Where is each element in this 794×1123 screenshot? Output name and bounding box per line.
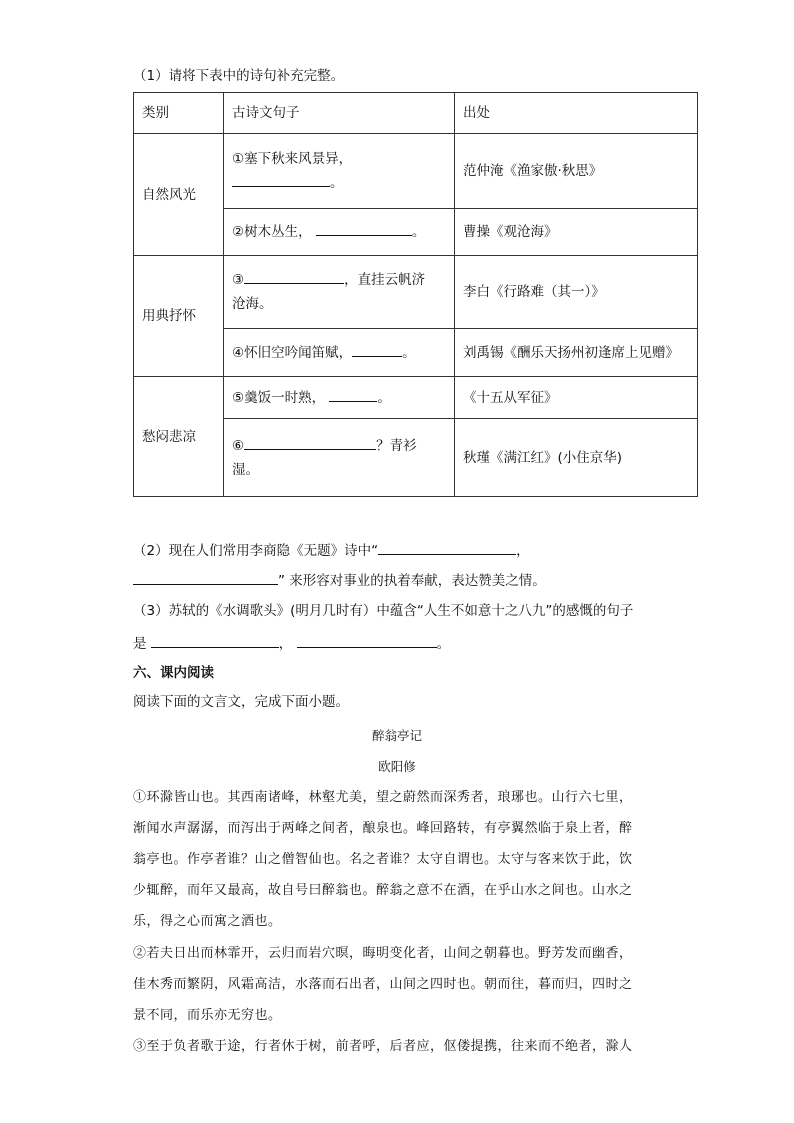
- question-text: ，: [516, 543, 530, 559]
- source-cell: 曹操《观沧海》: [455, 209, 698, 256]
- sentence-text: ④怀旧空吟闻笛赋，: [232, 344, 353, 361]
- article-line: 乐，得之心而寓之酒也。: [133, 914, 282, 929]
- source-cell: 刘禹锡《酬乐天扬州初逢席上见赠》: [455, 329, 698, 377]
- sentence-text: 湿。: [232, 461, 259, 478]
- answer-blank[interactable]: [133, 570, 278, 585]
- question-text: 。: [436, 636, 451, 652]
- table-row: [134, 377, 698, 419]
- question-1-label: （1）请将下表中的诗句补充完整。: [133, 68, 345, 84]
- answer-blank[interactable]: [316, 221, 412, 236]
- sentence-cell: [224, 256, 455, 329]
- source-cell: 范仲淹《渔家傲·秋思》: [455, 134, 698, 209]
- sentence-text: ，直挂云帆济: [344, 272, 426, 288]
- answer-blank[interactable]: [378, 540, 516, 555]
- article-line: 佳木秀而繁阴，风霜高洁，水落而石出者，山间之四时也。朝而往，暮而归，四时之: [133, 977, 633, 992]
- article-line: 渐闻水声潺潺，而泻出于两峰之间者，酿泉也。峰回路转，有亭翼然临于泉上者，醉: [133, 821, 633, 836]
- header-sentence: 古诗文句子: [224, 93, 455, 134]
- answer-blank[interactable]: [232, 172, 330, 187]
- article-line: ①环滁皆山也。其西南诸峰，林壑尤美，望之蔚然而深秀者，琅琊也。山行六七里，: [133, 790, 633, 805]
- sentence-text: ③: [232, 272, 245, 288]
- header-source: 出处: [455, 93, 698, 134]
- article-author: 欧阳修: [378, 759, 416, 774]
- source-cell: 李白《行路难（其一）》: [455, 256, 698, 329]
- poem-table: [133, 92, 698, 497]
- table-header-row: [134, 93, 698, 134]
- section-6-instruction: 阅读下面的文言文，完成下面小题。: [133, 694, 349, 710]
- sentence-text: 。: [377, 389, 391, 406]
- article-line: 景不同，而乐亦无穷也。: [133, 1008, 282, 1023]
- sentence-text: 。: [402, 344, 416, 361]
- answer-blank[interactable]: [297, 633, 437, 648]
- sentence-text: ①塞下秋来风景异，: [232, 151, 353, 167]
- category-cell: 用典抒怀: [134, 256, 224, 377]
- question-2-line-1: [133, 540, 530, 560]
- answer-blank[interactable]: [244, 269, 344, 284]
- sentence-cell: [224, 377, 455, 419]
- sentence-text: 沧海。: [232, 296, 273, 312]
- question-text: （2）现在人们常用李商隐《无题》诗中“: [133, 543, 379, 559]
- sentence-text: ⑥: [232, 437, 245, 454]
- source-cell: 秋瑾《满江红》(小住京华): [455, 419, 698, 497]
- sentence-cell: [224, 329, 455, 377]
- section-6-title: 六、课内阅读: [133, 665, 214, 681]
- answer-blank[interactable]: [151, 633, 279, 648]
- article-title: 醉翁亭记: [371, 728, 422, 743]
- answer-blank[interactable]: [329, 387, 377, 402]
- question-text: ” 来形容对事业的执着奉献，表达赞美之情。: [278, 573, 546, 589]
- sentence-cell: [224, 419, 455, 497]
- answer-blank[interactable]: [352, 342, 402, 357]
- sentence-text: ⑤羹饭一时熟，: [232, 389, 326, 406]
- sentence-text: 。: [330, 175, 344, 191]
- category-cell: 自然风光: [134, 134, 224, 256]
- sentence-cell: [224, 209, 455, 256]
- sentence-text: 。: [411, 224, 426, 240]
- answer-blank[interactable]: [244, 435, 376, 450]
- table-row: [134, 256, 698, 329]
- article-line: ②若夫日出而林霏开，云归而岩穴暝，晦明变化者，山间之朝暮也。野芳发而幽香，: [133, 946, 633, 961]
- sentence-text: ？青衫: [376, 437, 417, 454]
- category-cell: 愁闷悲凉: [134, 377, 224, 497]
- article-line: ③至于负者歌于途，行者休于树，前者呼，后者应，伛偻提携，往来而不绝者，滁人: [133, 1039, 633, 1054]
- sentence-text: ②树木丛生，: [232, 224, 312, 240]
- table-row: [134, 134, 698, 209]
- header-category: 类别: [134, 93, 224, 134]
- source-cell: 《十五从军征》: [455, 377, 698, 419]
- question-2-line-2: [133, 570, 546, 590]
- article-line: 少辄醉，而年又最高，故自号曰醉翁也。醉翁之意不在酒，在乎山水之间也。山水之: [133, 883, 633, 898]
- sentence-cell: [224, 134, 455, 209]
- article-line: 翁亭也。作亭者谁？山之僧智仙也。名之者谁？太守自谓也。太守与客来饮于此，饮: [133, 852, 633, 867]
- question-text: ，: [278, 636, 293, 652]
- question-3-line-1: （3）苏轼的《水调歌头》(明月几时有）中蕴含“人生不如意十之八九”的感慨的句子: [133, 603, 634, 619]
- question-3-line-2: [133, 633, 450, 653]
- question-text: 是: [133, 636, 147, 652]
